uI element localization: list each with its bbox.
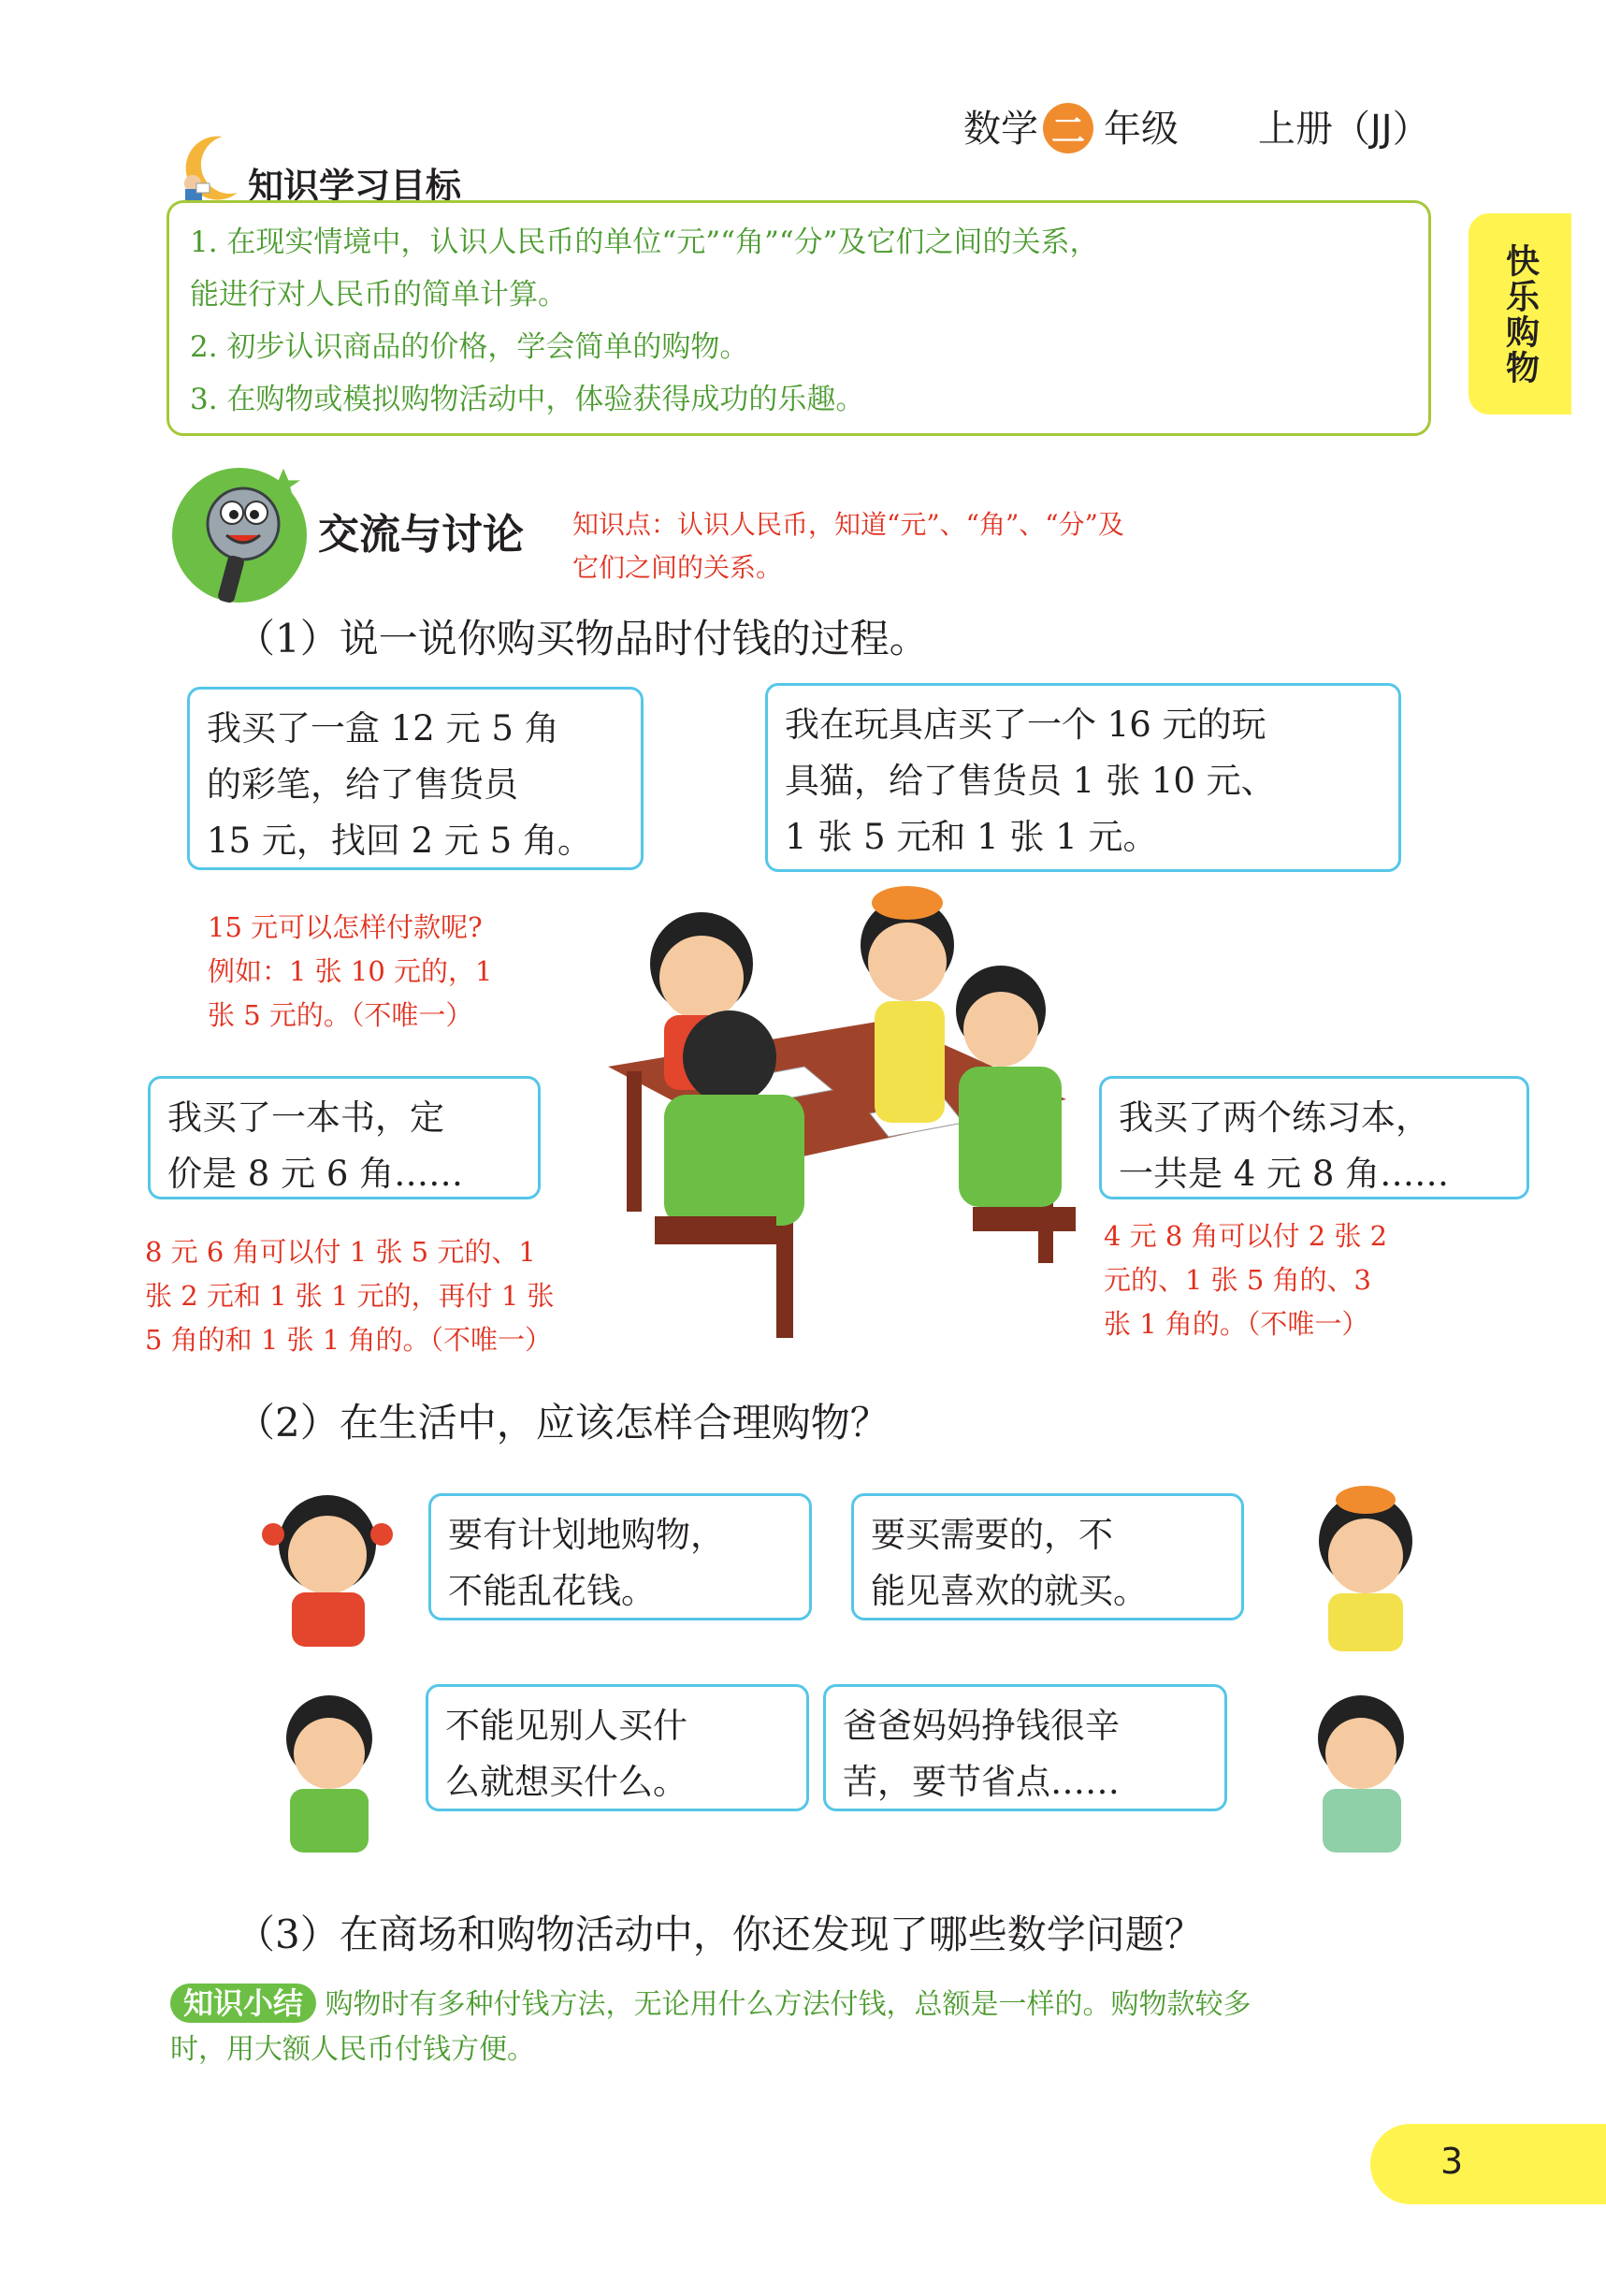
discussion-title: 交流与讨论 — [318, 511, 524, 559]
goal-line: 2. 初步认识商品的价格，学会简单的购物。 — [190, 330, 749, 364]
page-number: 3 — [1440, 2141, 1464, 2182]
note-line: 例如：1 张 10 元的，1 — [208, 955, 493, 987]
bubble-line: 我在玩具店买了一个 16 元的玩 — [785, 705, 1266, 745]
note-line: 5 角的和 1 张 1 角的。（不唯一） — [145, 1324, 552, 1356]
header-subject: 数学 — [963, 108, 1038, 151]
bubble-line: 一共是 4 元 8 角…… — [1119, 1154, 1450, 1194]
summary-line: 时，用大额人民币付钱方便。 — [170, 2033, 535, 2066]
goals-title: 知识学习目标 — [248, 166, 462, 207]
header-volume: 上册（JJ） — [1258, 108, 1430, 151]
speech-bubble — [851, 1493, 1244, 1620]
children-at-table-illustration — [599, 879, 1085, 1347]
bubble-line: 具猫，给了售货员 1 张 10 元、 — [785, 761, 1276, 801]
girl-with-orange-bow-illustration — [1291, 1483, 1440, 1651]
discussion-mascot-icon — [166, 458, 316, 608]
question-1: （1）说一说你购买物品时付钱的过程。 — [236, 616, 929, 661]
knowledge-point — [572, 503, 1124, 589]
bubble-line: 要有计划地购物， — [448, 1515, 725, 1555]
note-line: 张 2 元和 1 张 1 元的，再付 1 张 — [145, 1280, 555, 1312]
speech-bubble — [823, 1684, 1227, 1811]
speech-bubble — [426, 1684, 809, 1811]
page-number-tab — [1370, 2124, 1606, 2204]
speech-bubble — [1099, 1076, 1529, 1199]
bubble-line: 15 元，找回 2 元 5 角。 — [207, 821, 592, 861]
goal-line: 能进行对人民币的简单计算。 — [190, 278, 567, 312]
bubble-line: 不能见别人买什 — [445, 1706, 687, 1746]
goal-line: 3. 在购物或模拟购物活动中，体验获得成功的乐趣。 — [190, 383, 865, 416]
speech-bubble — [148, 1076, 541, 1199]
summary-line: 购物时有多种付钱方法，无论用什么方法付钱，总额是一样的。购物款较多 — [325, 1988, 1252, 2021]
speech-bubble — [428, 1493, 812, 1620]
speech-bubble — [187, 687, 644, 870]
question-3: （3）在商场和购物活动中，你还发现了哪些数学问题？ — [236, 1911, 1204, 1957]
chapter-side-tab[interactable]: 快乐购物 — [1469, 213, 1571, 414]
bubble-line: 我买了一盒 12 元 5 角 — [207, 708, 559, 748]
answer-note — [1104, 1214, 1387, 1346]
knowledge-point-line: 知识点：认识人民币，知道“元”、“角”、“分”及 — [572, 509, 1124, 540]
bubble-line: 价是 8 元 6 角…… — [167, 1154, 464, 1194]
answer-note — [208, 906, 492, 1038]
goal-line: 1. 在现实情境中，认识人民币的单位“元”“角”“分”及它们之间的关系， — [190, 225, 1099, 259]
girl-with-bows-illustration — [253, 1488, 402, 1647]
note-line: 张 5 元的。（不唯一） — [208, 999, 473, 1031]
bubble-line: 能见喜欢的就买。 — [871, 1571, 1148, 1611]
bubble-line: 么就想买什么。 — [445, 1762, 687, 1802]
bubble-line: 的彩笔，给了售货员 — [207, 764, 518, 805]
note-line: 8 元 6 角可以付 1 张 5 元的、1 — [145, 1236, 536, 1268]
summary-badge: 知识小结 — [170, 1984, 316, 2023]
speech-bubble — [765, 683, 1401, 872]
goals-box — [166, 200, 1431, 436]
bubble-line: 不能乱花钱。 — [448, 1571, 656, 1611]
knowledge-summary — [170, 1981, 1461, 2072]
bubble-line: 苦，要节省点…… — [843, 1762, 1120, 1802]
answer-note — [145, 1230, 555, 1362]
bubble-line: 爸爸妈妈挣钱很辛 — [843, 1706, 1120, 1746]
bubble-line: 我买了两个练习本， — [1119, 1097, 1430, 1138]
bubble-line: 要买需要的，不 — [871, 1515, 1113, 1555]
note-line: 元的、1 张 5 角的、3 — [1104, 1264, 1372, 1296]
knowledge-point-line: 它们之间的关系。 — [572, 552, 783, 583]
boy-green-shirt-illustration — [262, 1684, 402, 1853]
note-line: 15 元可以怎样付款呢? — [208, 911, 483, 943]
bubble-line: 1 张 5 元和 1 张 1 元。 — [785, 817, 1158, 857]
question-2: （2）在生活中，应该怎样合理购物？ — [236, 1400, 890, 1446]
bubble-line: 我买了一本书，定 — [167, 1097, 444, 1138]
moon-reader-icon — [165, 131, 249, 206]
boy-thinking-illustration — [1291, 1684, 1431, 1853]
note-line: 4 元 8 角可以付 2 张 2 — [1104, 1220, 1388, 1252]
note-line: 张 1 角的。（不唯一） — [1104, 1308, 1369, 1340]
header-grade: 年级 — [1104, 108, 1179, 151]
header-grade-circle: 二 — [1043, 103, 1093, 153]
